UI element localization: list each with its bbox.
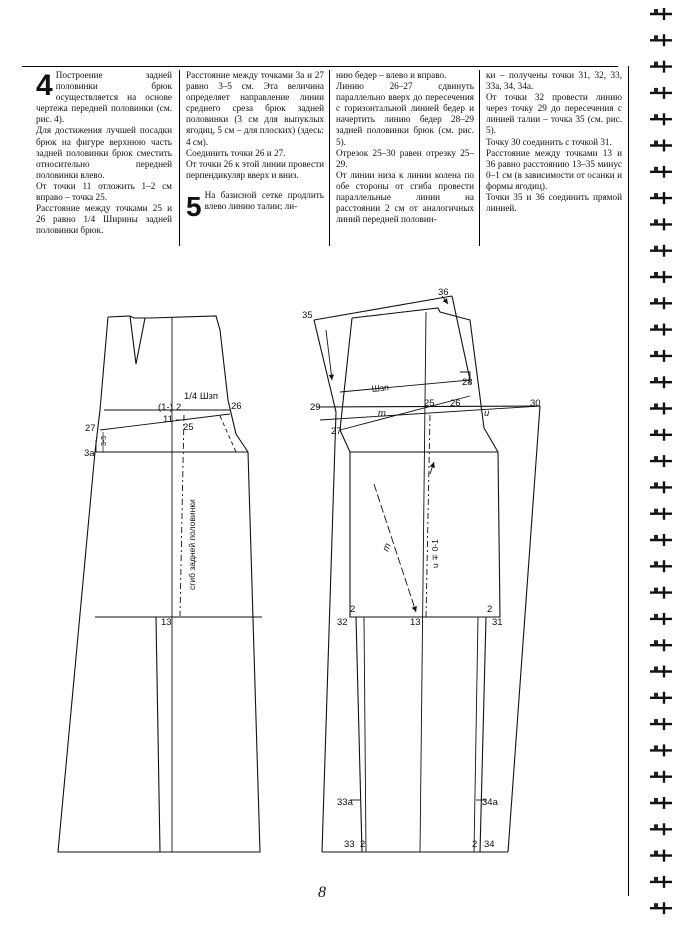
label-knee-2-right: 2 <box>487 604 493 615</box>
label-point-36: 36 <box>438 287 449 298</box>
label-fold-line: сгиб задней половинки <box>187 499 197 590</box>
paragraph: Точки 35 и 36 соединить прямой линией. <box>486 192 622 214</box>
label-point-26: 26 <box>450 398 461 409</box>
label-point-32: 32 <box>337 617 348 628</box>
paragraph: Расстояние между точками 13 и 36 равно расстоянию 13–35 минус 0–1 см (в зависимости от осанки и формы ягодиц). <box>486 147 622 191</box>
label-hem-2-right: 2 <box>472 839 478 850</box>
label-knee-2-left: 2 <box>350 604 356 615</box>
paragraph: От точки 26 к этой линии провести перпендикуляр вверх и вниз. <box>186 158 324 180</box>
label-point-25: 25 <box>424 398 435 409</box>
paragraph: Построение задней половинки брюк осуществляется на основе чертежа передней половинки (см. рис. 4). <box>36 70 172 125</box>
label-point-1: (1-) <box>158 402 173 413</box>
label-point-31: 31 <box>492 617 503 628</box>
label-point-11: 11 <box>163 414 173 425</box>
label-u-top: u <box>484 408 490 419</box>
label-point-25: 25 <box>183 422 194 433</box>
label-point-2: 2 <box>176 402 182 413</box>
paragraph: Отрезок 25–30 равен отрезку 25–29. <box>336 147 474 169</box>
paragraph: От точки 11 отложить 1–2 см вправо – точка 25. <box>36 180 172 203</box>
label-point-26: 26 <box>231 401 242 412</box>
step-number-4: 4 <box>36 69 53 102</box>
paragraph: Линию 26–27 сдвинуть параллельно вверх до пересечения с горизонтальной линией бедер и начертить линию бедер 28–29 задней половинки брюк (см. рис. 5). <box>336 81 474 147</box>
paragraph: От линии низа к линии колена по обе стороны от сгиба провести параллельные линии на расстоянии 2 см от аналогичных линий передней половин- <box>336 169 474 225</box>
paragraph: Расстояние между точками 25 и 26 равно 1/4 Ширины задней половинки брюк. <box>36 203 172 236</box>
label-point-34a: 34а <box>482 797 498 808</box>
label-quarter-width: 1/4 Шзп <box>184 391 219 402</box>
figure-5 <box>314 296 540 852</box>
label-point-33: 33 <box>344 839 355 850</box>
label-point-27: 27 <box>331 426 342 437</box>
page-number: 8 <box>318 884 326 901</box>
label-u-minus: u ∓ 0-1 <box>430 539 440 568</box>
paragraph: нию бедер – влево и вправо. <box>336 70 447 80</box>
label-point-28: 28 <box>462 377 473 388</box>
label-point-13: 13 <box>410 617 421 628</box>
label-point-29: 29 <box>310 402 321 413</box>
fig4-labels <box>84 391 242 628</box>
fig4-outline <box>58 316 262 852</box>
figure-4 <box>58 316 262 852</box>
step-number-5: 5 <box>186 190 202 222</box>
label-point-27: 27 <box>85 423 96 434</box>
label-m-diagonal: m <box>380 541 394 554</box>
paragraph: От точки 32 провести линию через точку 29 до пересечения с линией талии – точка 35 (см. рис. 5). <box>486 92 622 136</box>
label-point-34: 34 <box>484 839 495 850</box>
paragraph: ки – получены точки 31, 32, 33, 33а, 34, 34а. <box>486 70 622 92</box>
paragraph: На базисной сетке продлить влево линию талии; ли- <box>204 189 324 212</box>
label-point-3a: 3а <box>84 448 95 459</box>
paragraph: Расстояние между точками 3а и 27 равно 3–5 см. Эта величина определяет направление линии среднего среза брюк задней половинки (3 см для выпуклых ягодиц, 5 см – для плоских) (здесь: 4 см). <box>186 70 324 147</box>
label-point-30: 30 <box>530 398 541 409</box>
label-point-35: 35 <box>302 310 313 321</box>
label-point-33a: 33а <box>337 797 353 808</box>
label-offset-3-5: 3-5 <box>101 435 108 446</box>
paragraph: Для достижения лучшей посадки брюк на фигуре верхнюю часть задней половинки брюк сместить относительно передней половинки влево. <box>36 125 172 180</box>
paragraph: Точку 30 соединить с точкой 31. <box>486 136 612 147</box>
label-m-top: m <box>378 408 386 419</box>
label-hem-2-left: 2 <box>360 839 366 850</box>
label-point-13: 13 <box>161 617 172 628</box>
paragraph: Соединить точки 26 и 27. <box>186 147 286 158</box>
label-back-width: Шзп <box>371 382 390 394</box>
